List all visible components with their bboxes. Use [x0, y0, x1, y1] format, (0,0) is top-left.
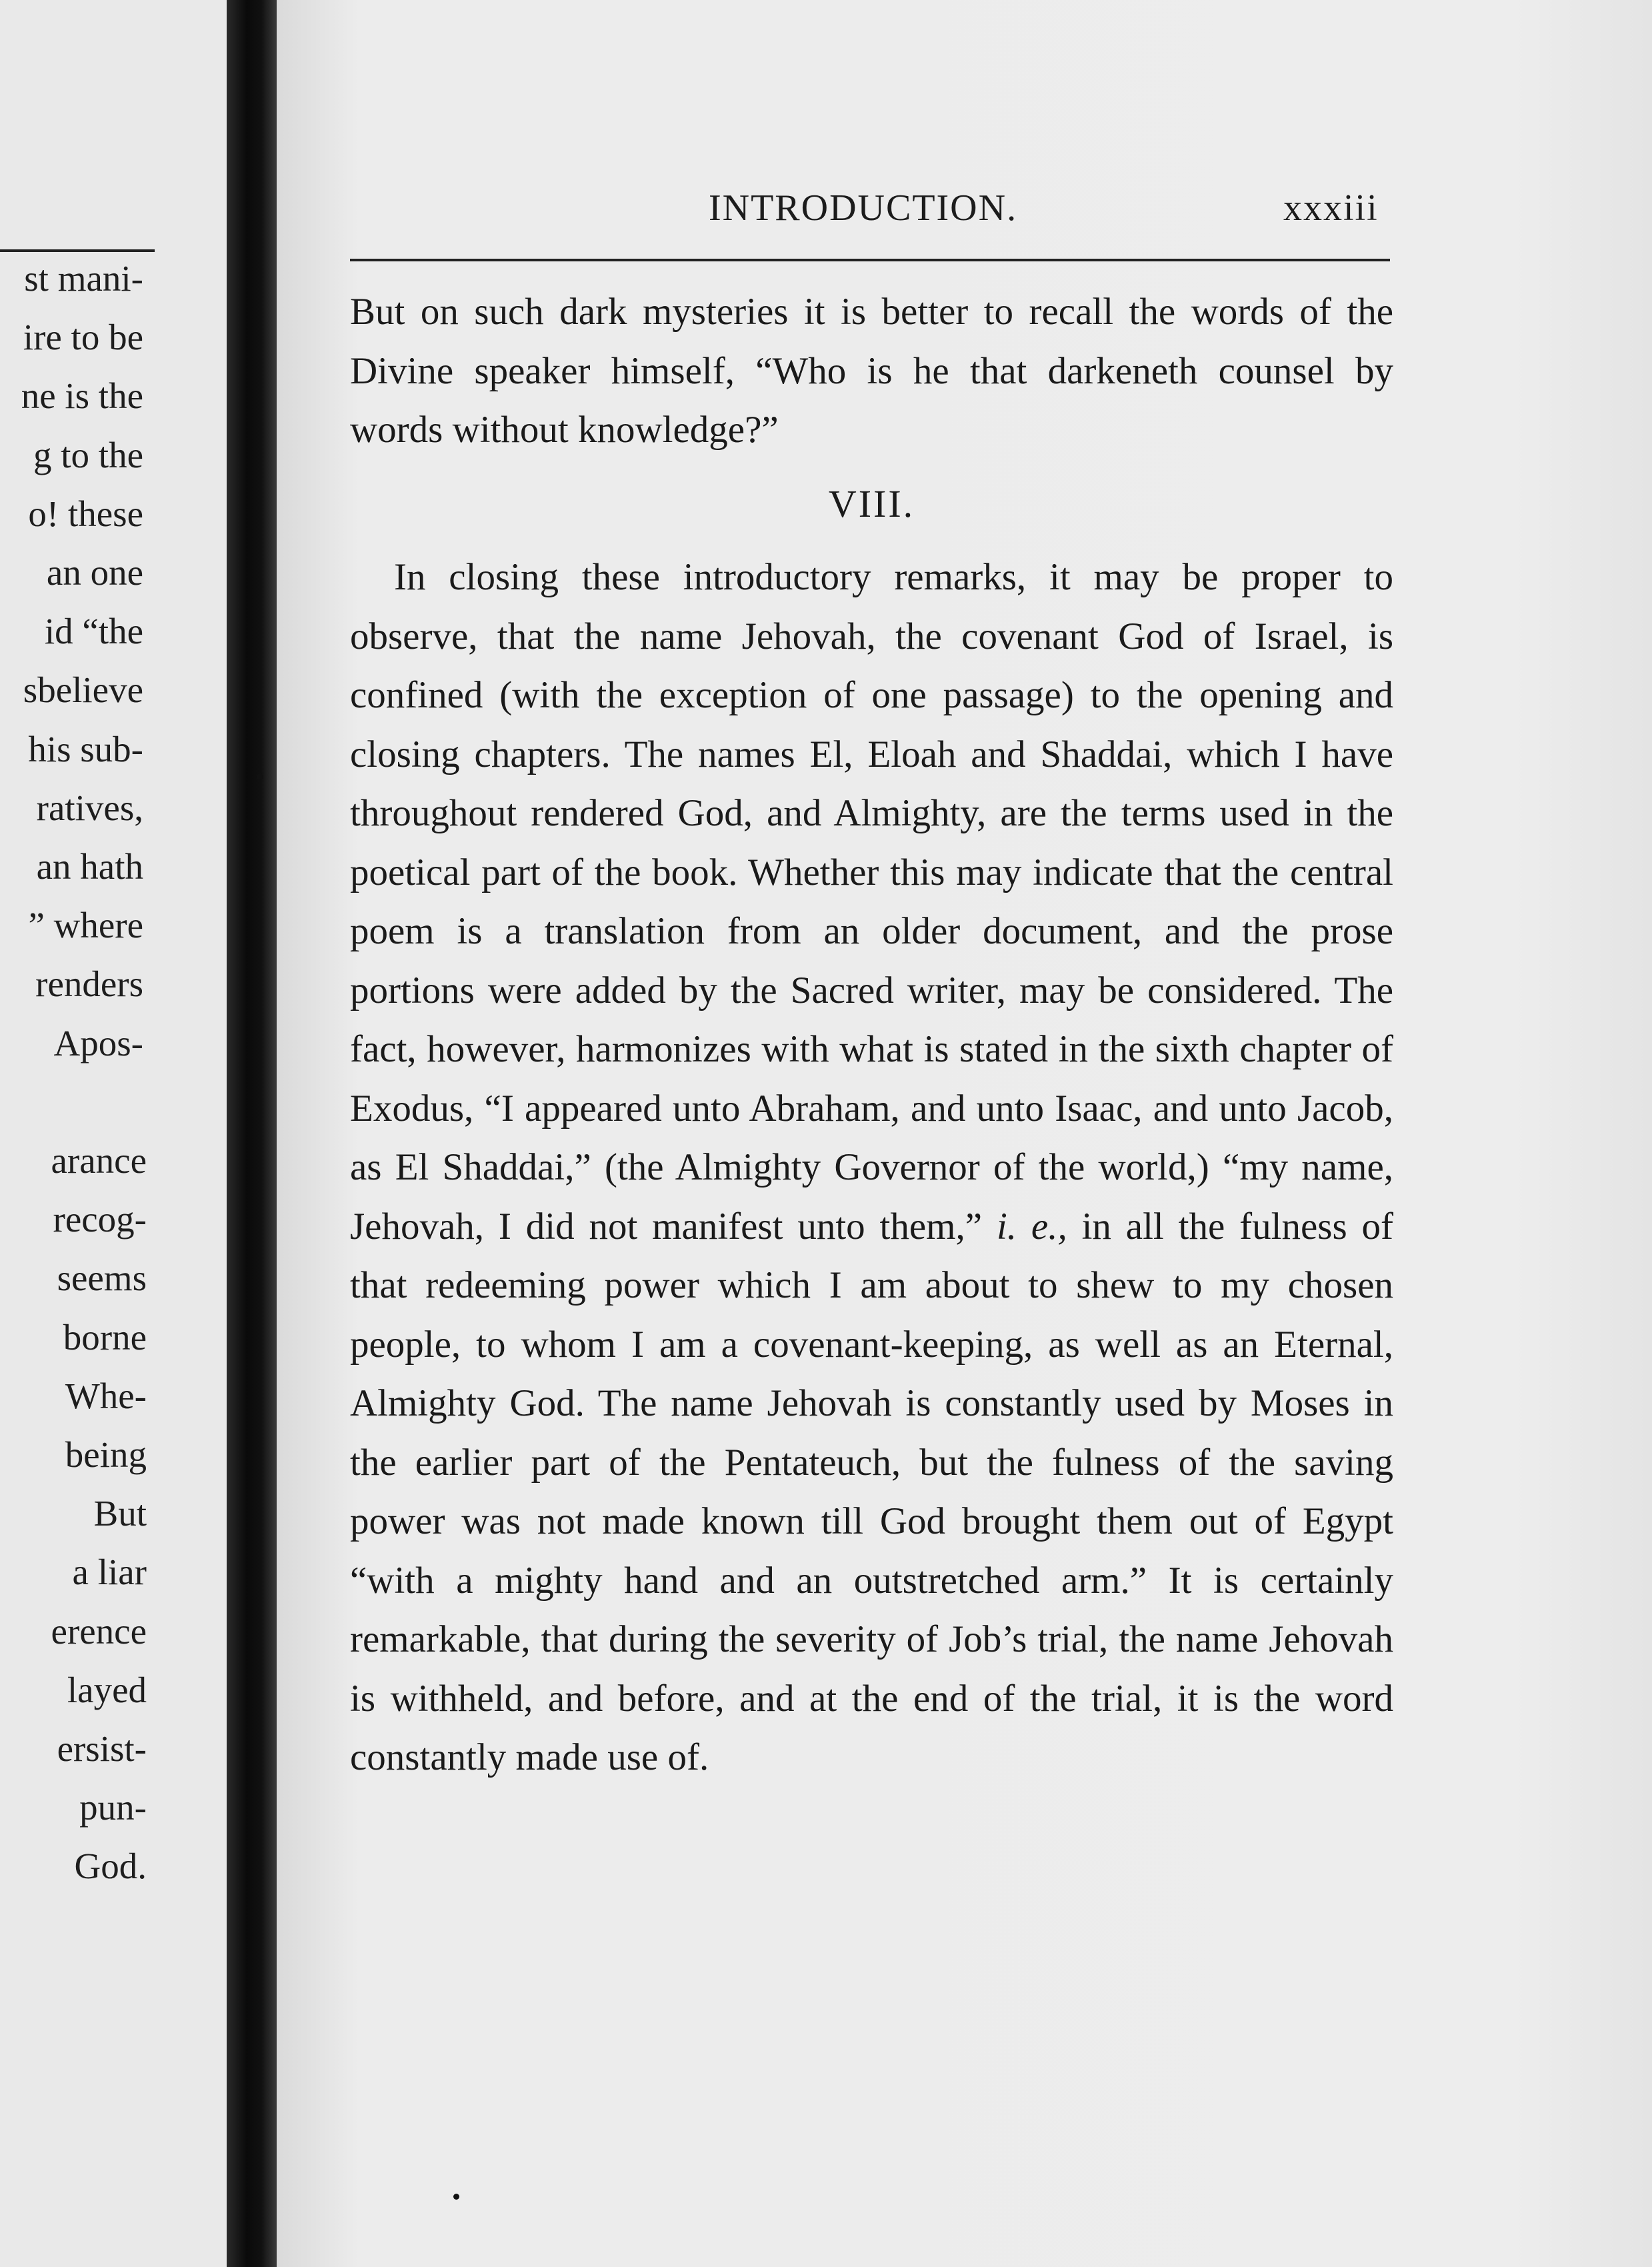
left-page-line: an one: [46, 552, 143, 593]
left-page-line: his sub-: [28, 728, 143, 769]
left-page-line: sbelieve: [23, 669, 143, 711]
left-page-line: an hath: [36, 846, 143, 887]
left-page-line: seems: [57, 1258, 147, 1299]
left-page-line: ratives,: [36, 787, 143, 828]
left-page-line: But: [93, 1493, 147, 1534]
ink-speck: [257, 773, 263, 780]
left-page-line: erence: [51, 1610, 147, 1652]
paragraph-text-a: In closing these introductory remarks, it may be proper to observe, that the name Jehovah, the covenant God of Israel, is confined (with the exception of one passage) to the opening and closing chapters. The names El, Eloah and Shaddai, which I have throughout rendered God, and Almighty, are the terms used in the poetical part of the book. Whether this may indicate that the central poem is a translation from an older document, and the prose portions were added by the Sacred writer, may be considered. The fact, however, harmonizes with what is stated in the sixth chapter of Exodus, “I appeared unto Abraham, and unto Isaac, and unto Jacob, as El Shaddai,” (the Almighty Governor of the world,) “my name, Jehovah, I did not manifest unto them,”: [350, 556, 1393, 1248]
paragraph-section-8: [350, 548, 1393, 1788]
left-page-line: st mani-: [24, 258, 143, 299]
left-page-line: arance: [51, 1140, 147, 1181]
left-page-line: o! these: [28, 493, 143, 534]
left-page-line: being: [65, 1434, 147, 1475]
left-page-line: borne: [63, 1316, 147, 1358]
left-page-line: ersist-: [57, 1728, 147, 1769]
ie-abbreviation: i. e.,: [996, 1205, 1067, 1248]
left-page-line: Whe-: [65, 1375, 147, 1416]
left-page-line: recog-: [53, 1199, 147, 1240]
left-page-line: ne is the: [21, 375, 143, 417]
left-page-line: ire to be: [23, 317, 143, 358]
left-page-line: g to the: [33, 434, 143, 475]
book-gutter: [227, 0, 277, 2267]
paragraph-continuation: But on such dark mysteries it is better to recall the words of the Divine speaker himself, “Who is he that darkeneth counsel by words without knowledge?”: [350, 291, 1393, 451]
page-number: xxxiii: [1283, 187, 1379, 229]
left-page-fragment: [0, 0, 227, 2267]
left-page-line: pun-: [79, 1787, 147, 1828]
left-page-line: id “the: [44, 611, 143, 652]
header-rule: [350, 259, 1390, 261]
running-head: [277, 180, 1652, 247]
ink-speck: [453, 2194, 459, 2200]
left-page-line: God.: [74, 1846, 147, 1887]
body-text: [350, 283, 1393, 1788]
left-page-line: Apos-: [53, 1022, 143, 1063]
left-page-line: layed: [67, 1669, 147, 1710]
section-number: VIII.: [828, 481, 915, 525]
running-head-title: INTRODUCTION.: [709, 187, 1018, 229]
left-page-line: renders: [35, 963, 143, 1005]
left-page-line: ” where: [28, 905, 143, 946]
left-page-line: [0, 1073, 147, 1131]
paragraph-text-b: in all the fulness of that redeeming power which I am about to shew to my chosen people, to whom I am a covenant-keeping, as well as an Eternal, Almighty God. The name Jehovah is constantly used by Moses in the earlier part of the Pentateuch, but the fulness of the saving power was not made known till God brought them out of Egypt “with a mighty hand and an outstretched arm.” It is certainly remarkable, that during the severity of Job’s trial, the name Jehovah is withheld, and before, and at the end of the trial, it is the word constantly made use of.: [350, 1205, 1393, 1778]
left-page-line: a liar: [72, 1552, 147, 1593]
right-page: [277, 0, 1652, 2267]
